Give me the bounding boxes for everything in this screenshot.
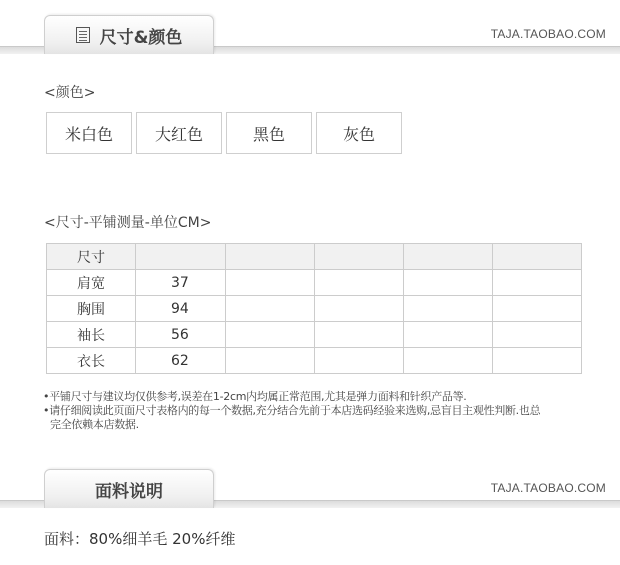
header-cell <box>226 244 315 270</box>
table-row <box>47 296 582 322</box>
size-table <box>46 243 582 374</box>
size-notes <box>43 390 540 432</box>
table-row <box>47 270 582 296</box>
fabric-description: 面料：80%细羊毛 20%纤维 <box>44 530 236 548</box>
note-line: •请仔细阅读此页面尺寸表格内的每一个数据,充分结合先前于本店选码经验来选购,忌盲目主观性判断.也总 <box>43 404 541 417</box>
shop-url: TAJA.TAOBAO.COM <box>490 481 606 495</box>
note-line: •平铺尺寸与建议均仅供参考,误差在1-2cm内均属正常范围,尤其是弹力面料和针织产品等. <box>43 390 467 403</box>
fabric-title: 面料说明 <box>95 481 163 502</box>
colors-label: <颜色> <box>44 85 96 101</box>
measure-name: 肩宽 <box>47 270 136 296</box>
color-option-cream: 米白色 <box>46 112 132 154</box>
shop-url: TAJA.TAOBAO.COM <box>490 27 606 41</box>
color-options <box>46 112 402 154</box>
measure-value: 37 <box>136 270 226 296</box>
fabric-header <box>0 468 620 508</box>
color-option-red: 大红色 <box>136 112 222 154</box>
header-cell <box>493 244 582 270</box>
header-cell: 尺寸 <box>47 244 136 270</box>
header-cell <box>404 244 493 270</box>
header-cell <box>136 244 226 270</box>
table-header-row <box>47 244 582 270</box>
color-option-gray: 灰色 <box>316 112 402 154</box>
size-table-label: <尺寸-平铺测量-单位CM> <box>44 215 212 231</box>
header-cell <box>315 244 404 270</box>
document-icon <box>76 27 90 43</box>
measure-name: 袖长 <box>47 322 136 348</box>
color-option-black: 黑色 <box>226 112 312 154</box>
size-color-title: 尺寸&颜色 <box>99 27 183 48</box>
size-color-tab <box>44 15 214 54</box>
fabric-tab <box>44 469 214 508</box>
size-color-header <box>0 14 620 54</box>
measure-name: 衣长 <box>47 348 136 374</box>
table-row <box>47 322 582 348</box>
note-line: 完全依赖本店数据. <box>50 418 139 431</box>
measure-value: 94 <box>136 296 226 322</box>
measure-value: 62 <box>136 348 226 374</box>
measure-value: 56 <box>136 322 226 348</box>
measure-name: 胸围 <box>47 296 136 322</box>
table-row <box>47 348 582 374</box>
